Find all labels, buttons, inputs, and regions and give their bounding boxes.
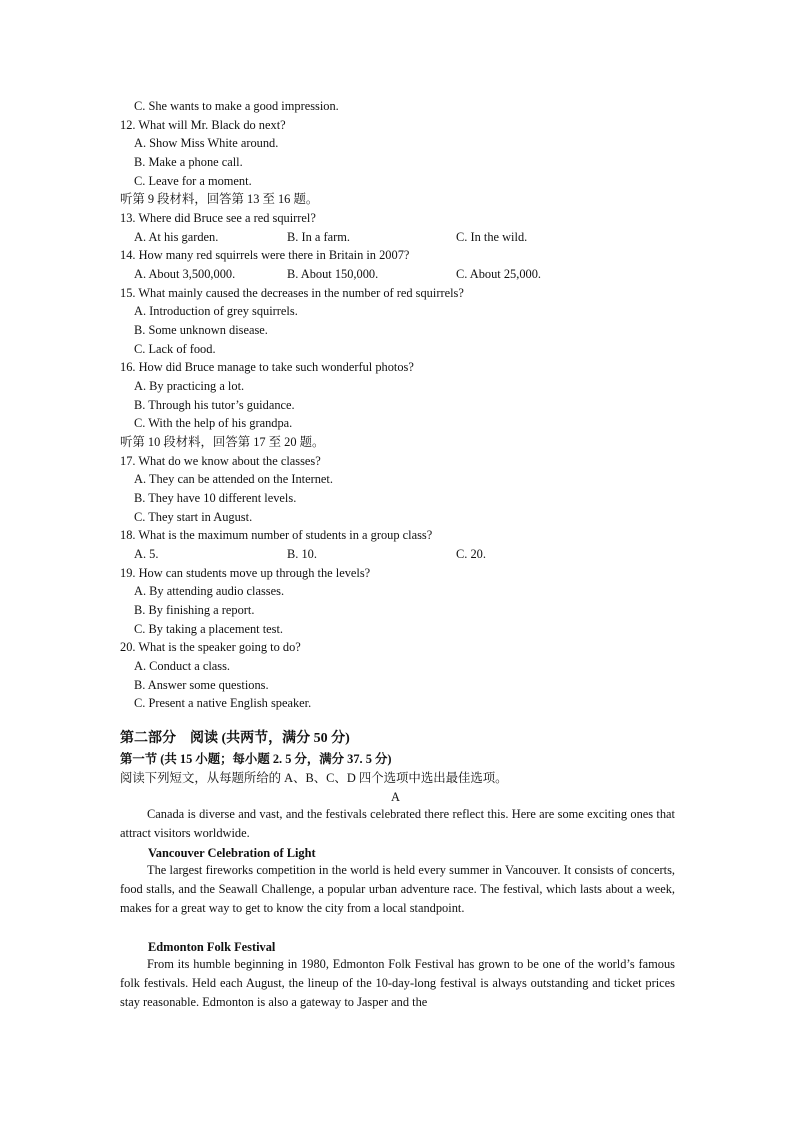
q19-option-b: B. By finishing a report. [134,603,255,617]
section-9-instruction: 听第 9 段材料，回答第 13 至 16 题。 [120,192,319,206]
q17-option-a: A. They can be attended on the Internet. [134,472,333,486]
q16-option-c: C. With the help of his grandpa. [134,416,293,430]
q12-option-a: A. Show Miss White around. [134,136,279,150]
edmonton-title: Edmonton Folk Festival [148,940,276,954]
q15-option-a: A. Introduction of grey squirrels. [134,304,298,318]
reading-instruction: 阅读下列短文，从每题所给的 A、B、C、D 四个选项中选出最佳选项。 [120,771,508,785]
q15-option-b: B. Some unknown disease. [134,323,268,337]
question-13: 13. Where did Bruce see a red squirrel? [120,211,316,225]
q14-option-b: B. About 150,000. [287,267,379,281]
q12-option-c: C. Leave for a moment. [134,174,252,188]
q19-option-a: A. By attending audio classes. [134,584,285,598]
question-16: 16. How did Bruce manage to take such wonderful photos? [120,360,414,374]
q18-option-c: C. 20. [456,547,486,561]
question-14: 14. How many red squirrels were there in Britain in 2007? [120,248,410,262]
q20-option-a: A. Conduct a class. [134,659,231,673]
question-12: 12. What will Mr. Black do next? [120,118,286,132]
q13-option-b: B. In a farm. [287,230,350,244]
q14-option-a: A. About 3,500,000. [134,267,236,281]
part-two-heading: 第二部分 阅读 (共两节，满分 50 分) [120,731,350,746]
q20-option-b: B. Answer some questions. [134,678,269,692]
vancouver-paragraph: The largest fireworks competition in the world is held every summer in Vancouver. It consists of concerts, food stalls, and the Seawall Challenge, a popular urban adventure race. The festival, which lasts about a week, makes for a great way to get to know the city from a local standpoint. [120,863,675,915]
q16-option-a: A. By practicing a lot. [134,379,245,393]
q12-option-b: B. Make a phone call. [134,155,243,169]
q18-option-b: B. 10. [287,547,317,561]
q17-option-c: C. They start in August. [134,510,253,524]
question-20: 20. What is the speaker going to do? [120,640,301,654]
passage-label: A [391,790,400,804]
q20-option-c: C. Present a native English speaker. [134,696,312,710]
question-18: 18. What is the maximum number of students in a group class? [120,528,433,542]
q19-option-c: C. By taking a placement test. [134,622,283,636]
q15-option-c: C. Lack of food. [134,342,216,356]
q18-option-a: A. 5. [134,547,159,561]
q13-option-a: A. At his garden. [134,230,219,244]
q11-option-c: C. She wants to make a good impression. [134,99,339,113]
question-17: 17. What do we know about the classes? [120,454,321,468]
passage-intro: Canada is diverse and vast, and the festivals celebrated there reflect this. Here are some exciting ones that attract visitors worldwide. [120,807,675,840]
vancouver-title: Vancouver Celebration of Light [148,846,316,860]
question-19: 19. How can students move up through the levels? [120,566,371,580]
q14-option-c: C. About 25,000. [456,267,542,281]
q13-option-c: C. In the wild. [456,230,528,244]
edmonton-paragraph: From its humble beginning in 1980, Edmonton Folk Festival has grown to be one of the world’s famous folk festivals. Held each August, the lineup of the 10-day-long festival is always outstanding and ticket prices stay reasonable. Edmonton is also a gateway to Jasper and the [120,957,675,1009]
q16-option-b: B. Through his tutor’s guidance. [134,398,295,412]
section-one-heading: 第一节 (共 15 小题；每小题 2. 5 分，满分 37. 5 分) [120,752,392,766]
q17-option-b: B. They have 10 different levels. [134,491,297,505]
section-10-instruction: 听第 10 段材料，回答第 17 至 20 题。 [120,435,325,449]
question-15: 15. What mainly caused the decreases in the number of red squirrels? [120,286,464,300]
